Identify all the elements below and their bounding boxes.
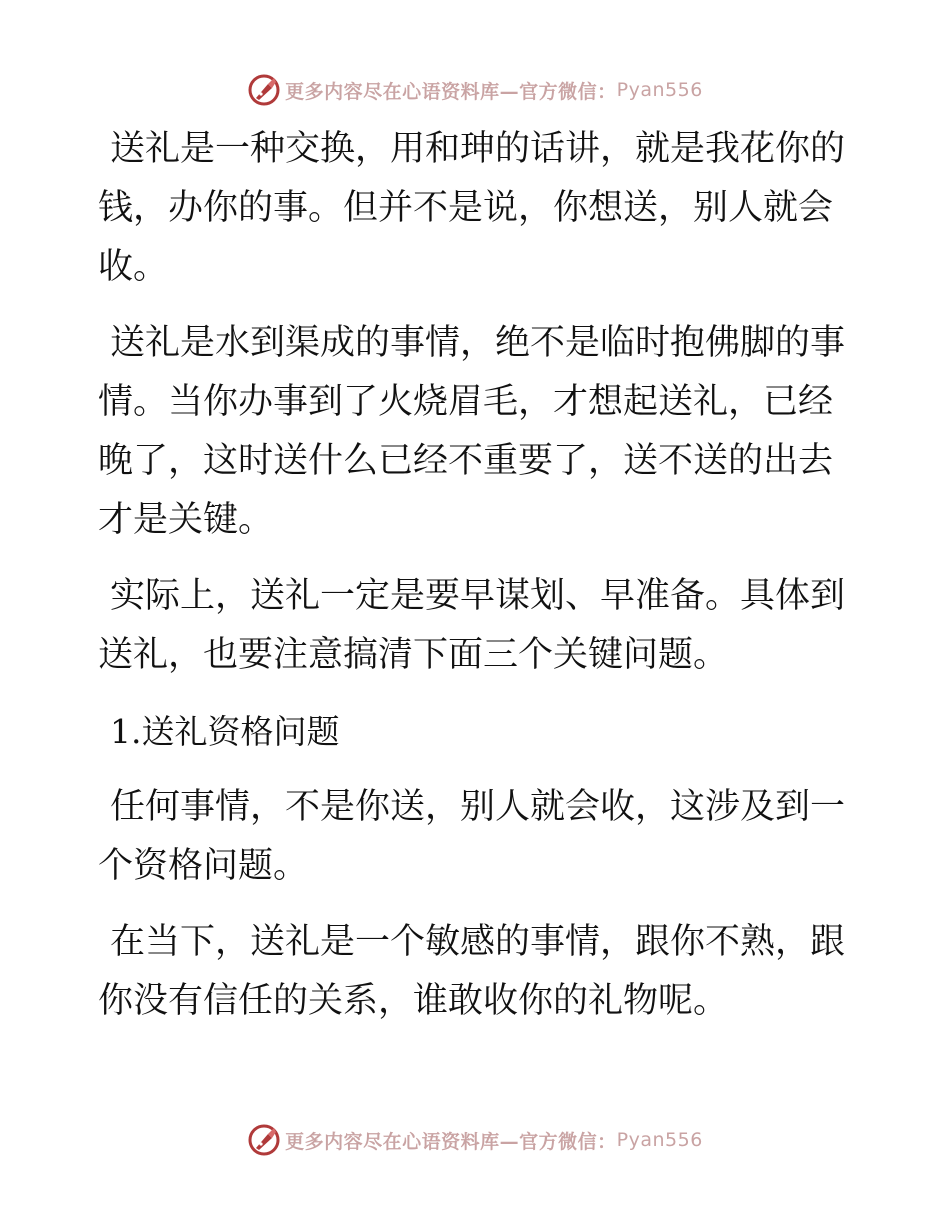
paragraph: 送礼是水到渠成的事情，绝不是临时抱佛脚的事情。当你办事到了火烧眉毛，才想起送礼，已经晚了，这时送什么已经不重要了，送不送的出去才是关键。 [98, 323, 846, 540]
section-heading: 1.送礼资格问题 [110, 712, 340, 751]
paragraph: 实际上，送礼一定是要早谋划、早准备。具体到送礼，也要注意搞清下面三个关键问题。 [98, 576, 846, 675]
footer-banner-text: 更多内容尽在心语资料库—官方微信： [285, 1130, 617, 1153]
pen-nib-logo-icon [247, 1123, 281, 1157]
pen-nib-logo-icon [247, 73, 281, 107]
header-banner-wechat-id: Pyan556 [616, 79, 703, 101]
paragraph: 任何事情，不是你送，别人就会收，这涉及到一个资格问题。 [98, 787, 846, 886]
header-banner [0, 70, 950, 110]
footer-banner [0, 1120, 950, 1160]
paragraph: 送礼是一种交换，用和珅的话讲，就是我花你的钱，办你的事。但并不是说，你想送，别人就会收。 [98, 129, 846, 287]
header-banner-text: 更多内容尽在心语资料库—官方微信： [285, 80, 617, 103]
footer-banner-wechat-id: Pyan556 [616, 1129, 703, 1151]
paragraph: 在当下，送礼是一个敏感的事情，跟你不熟，跟你没有信任的关系，谁敢收你的礼物呢。 [98, 922, 846, 1021]
document-body [98, 120, 858, 1048]
